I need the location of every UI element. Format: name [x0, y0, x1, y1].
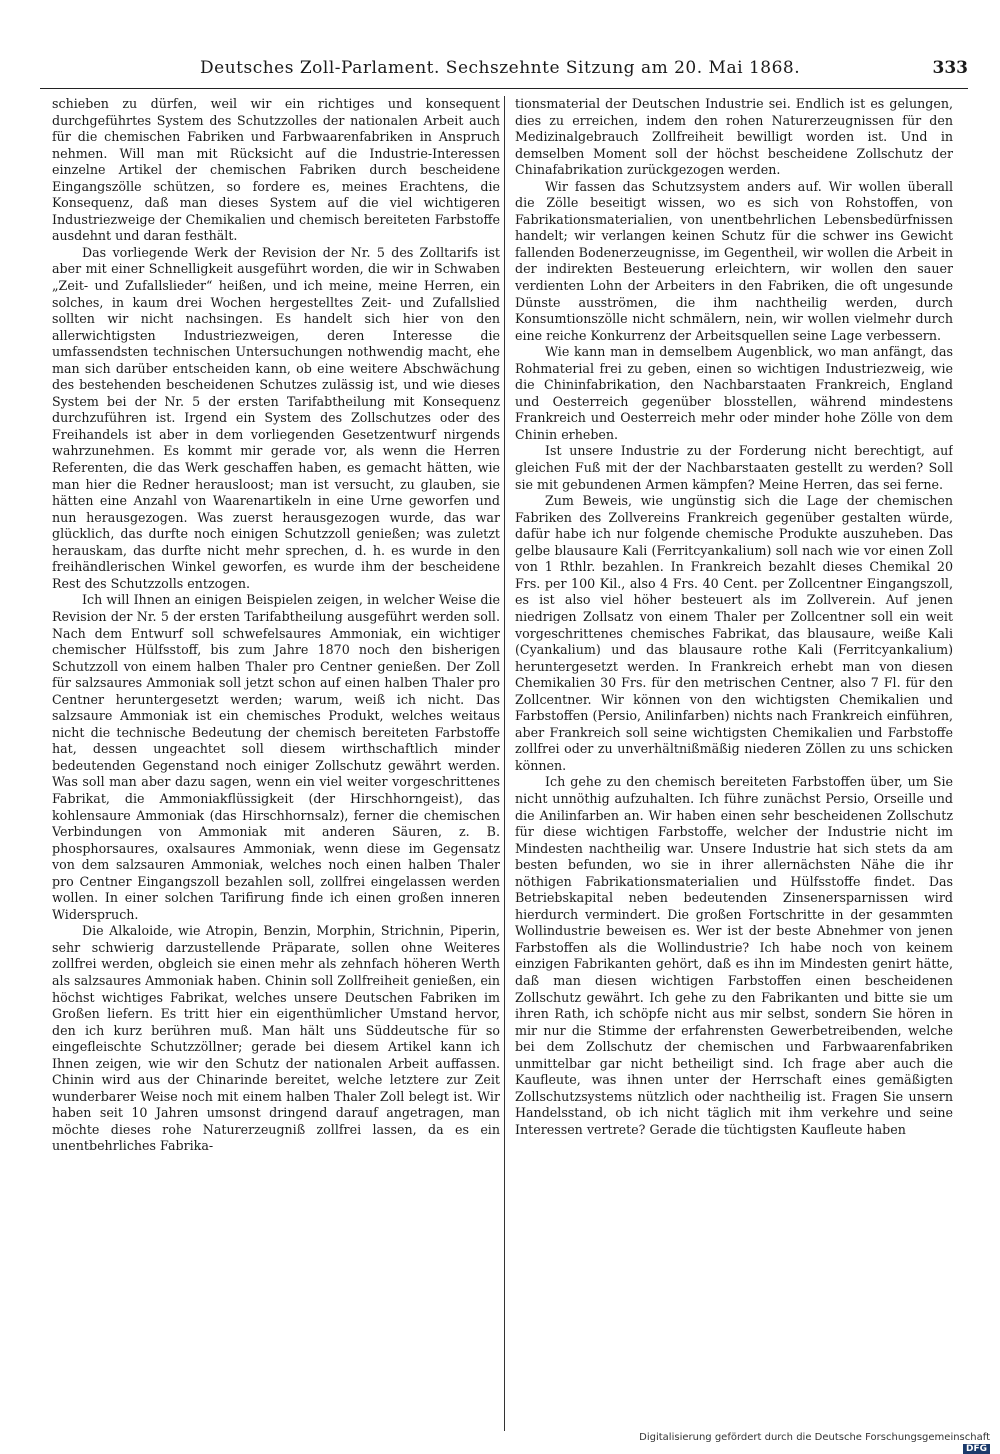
page-number: 333 [932, 58, 968, 78]
paragraph: Wie kann man in demselbem Augenblick, wo man anfängt, das Rohmaterial frei zu geben, einen so wichtigen Industriezweig, wie die Chininfabrikation, den Nachbarstaaten Frankreich, England und Oesterreich gegenüber blosstellen, während mindestens Frankreich und Oesterreich mehr oder minder hohe Zölle von dem Chinin erheben. [515, 344, 953, 442]
paragraph: Die Alkaloide, wie Atropin, Benzin, Morphin, Strichnin, Piperin, sehr schwierig darzustellende Präparate, sollen ohne Weiteres zollfrei werden, obgleich sie einen mehr als zehnfach höheren Werth als salzsaures Ammoniak haben. Chinin soll Zollfreiheit genießen, ein höchst wichtiges Fabrikat, welches unsere Deutschen Fabriken im Großen liefern. Es tritt hier ein eigenthümlicher Umstand hervor, den ich kurz berühren muß. Man hält uns Süddeutsche für so eingefleischte Schutzzöllner; gerade bei diesem Artikel kann ich Ihnen zeigen, wie wir den Schutz der nationalen Arbeit auffassen. Chinin wird aus der Chinarinde bereitet, welche letztere zur Zeit wunderbarer Weise noch mit einem halben Thaler Zoll belegt ist. Wir haben seit 10 Jahren umsonst dringend darauf angetragen, man möchte dieses rohe Naturerzeugniß zollfrei lassen, da es ein unentbehrliches Fabrika- [52, 923, 500, 1154]
header-title: Deutsches Zoll-Parlament. Sechszehnte Sitzung am 20. Mai 1868. [200, 58, 801, 78]
paragraph: Zum Beweis, wie ungünstig sich die Lage der chemischen Fabriken des Zollvereins Frankreich gegenüber gestalten würde, dafür habe ich nur folgende chemische Produkte auszuheben. Das gelbe blausaure Kali (Ferritcyankalium) soll nach wie vor einen Zoll von 1 Rthlr. bezahlen. In Frankreich bezahlt dieses Chemikal 20 Frs. per 100 Kil., also 4 Frs. 40 Cent. per Zollcentner Eingangszoll, es ist also viel höher besteuert als im Zollverein. Auf jenen niedrigen Zollsatz von einem Thaler per Zollcentner soll ein weit vorgeschrittenes chemisches Fabrikat, das blausaure, weiße Kali (Cyankalium) und das blausaure rothe Kali (Ferritcyankalium) heruntergesetzt werden. In Frankreich erhebt man von diesen Chemikalien 30 Frs. für den metrischen Centner, also 7 Fl. für den Zollcentner. Wir können von den wichtigsten Chemikalien und Farbstoffen (Persio, Anilinfarben) nichts nach Frankreich einführen, aber Frankreich soll seine wichtigsten Chemikalien und Farbstoffe zollfrei oder zu unverhältnißmäßig niederen Zöllen zu uns schicken können. [515, 493, 953, 773]
paragraph: schieben zu dürfen, weil wir ein richtiges und konsequent durchgeführtes System des Schutzzolles der nationalen Arbeit auch für die chemischen Fabriken und Farbwaarenfabriken in Anspruch nehmen. Will man mit Rücksicht auf die Industrie-Interessen einzelne Artikel der chemischen Fabriken durch bescheidene Eingangszölle schützen, so fordere es, meines Erachtens, die Konsequenz, daß man dieses System auf die viel wichtigeren Industriezweige der Chemikalien und chemisch bereiteten Farbstoffe ausdehnt und daran festhält. [52, 96, 500, 244]
page-header [40, 52, 968, 89]
paragraph: tionsmaterial der Deutschen Industrie sei. Endlich ist es gelungen, dies zu erreichen, indem den rohen Naturerzeugnissen für den Medizinalgebrauch Zollfreiheit bewilligt worden ist. Und in demselben Moment soll der höchst bescheidene Zollschutz der Chinafabrikation zurückgezogen werden. [515, 96, 953, 178]
dfg-logo: DFG [963, 1444, 990, 1454]
digitization-footer [620, 1432, 990, 1454]
paragraph: Ich gehe zu den chemisch bereiteten Farbstoffen über, um Sie nicht unnöthig aufzuhalten. Ich führe zunächst Persio, Orseille und die Anilinfarben an. Wir haben einen sehr bescheidenen Zollschutz für diese wichtigen Farbstoffe, welcher der Industrie nicht im Mindesten nachtheilig war. Unsere Industrie hat sich stets da am besten befunden, wo sie in ihrer allernächsten Nähe die ihr nöthigen Fabrikationsmaterialien und Hülfsstoffe findet. Das Betriebskapital neben bedeutenden Zinsenersparnissen wird hierdurch vermindert. Die großen Fortschritte in der gesammten Wollindustrie beweisen es. Wer ist der beste Abnehmer von jenen Farbstoffen als die Wollindustrie? Ich habe noch von keinem einzigen Fabrikanten gehört, daß es ihn im Mindesten genirt hätte, daß man diesen wichtigen Farbstoffen einen bescheidenen Zollschutz gewährt. Ich gehe zu den Fabrikanten und bitte sie um ihren Rath, ich schöpfe nicht aus mir selbst, sondern Sie hören in mir nur die Stimme der erfahrensten Gewerbetreibenden, welche bei dem Zollschutz der chemischen und Farbwaarenfabriken unmittelbar gar nicht betheiligt sind. Ich frage aber auch die Kaufleute, was ihnen unter der Herrschaft eines gemäßigten Zollschutzsystems nützlich oder nachtheilig ist. Fragen Sie unsern Handelsstand, ob ich nicht täglich mit ihm verkehre und seine Interessen vertrete? Gerade die tüchtigsten Kaufleute haben [515, 774, 953, 1137]
paragraph: Ist unsere Industrie zu der Forderung nicht berechtigt, auf gleichen Fuß mit der der Nachbarstaaten gestellt zu werden? Soll sie mit gebundenen Armen kämpfen? Meine Herren, das sei ferne. [515, 443, 953, 492]
right-column [504, 96, 953, 1431]
paragraph: Das vorliegende Werk der Revision der Nr. 5 des Zolltarifs ist aber mit einer Schnelligkeit ausgeführt worden, die wir in Schwaben „Zeit- und Zufallslieder“ heißen, und ich meine, meine Herren, ein solches, in kaum drei Wochen hergestelltes Zeit- und Zufallslied sollten wir nicht nachsingen. Es handelt sich hier von den allerwichtigsten Industriezweigen, deren Interesse die umfassendsten technischen Untersuchungen nothwendig macht, ehe man sich darüber entscheiden kann, ob eine weitere Abschwächung des bestehenden bescheidenen Schutzes zulässig ist, und wie dieses System bei der Nr. 5 der ersten Tarifabtheilung mit Konsequenz durchzuführen ist. Irgend ein System des Zollschutzes oder des Freihandels ist aber in dem vorliegenden Gesetzentwurf nirgends wahrzunehmen. Es kommt mir gerade vor, als wenn die Herren Referenten, die das Werk geschaffen haben, es gemacht hätten, wie man hier die Redner herausloost; man ist versucht, zu glauben, sie hätten eine Anzahl von Waarenartikeln in eine Urne geworfen und nun herausgezogen. Was zuerst herausgezogen wurde, das war glücklich, das durfte noch einigen Schutzzoll genießen; was zuletzt herauskam, das durfte nicht mehr sprechen, d. h. es wurde in den freihändlerischen Winkel geworfen, es wurde ihm der bescheidene Rest des Schutzzolls entzogen. [52, 244, 500, 591]
paragraph: Ich will Ihnen an einigen Beispielen zeigen, in welcher Weise die Revision der Nr. 5 der ersten Tarifabtheilung ausgeführt werden soll. Nach dem Entwurf soll schwefelsaures Ammoniak, ein wichtiger chemischer Hülfsstoff, bis zum Jahre 1870 noch den bisherigen Schutzzoll von einem halben Thaler pro Centner genießen. Der Zoll für salzsaures Ammoniak soll jetzt schon auf einen halben Thaler pro Centner heruntergesetzt werden; warum, weiß ich nicht. Das salzsaure Ammoniak ist ein chemisches Produkt, welches weitaus nicht die technische Bedeutung der chemisch bereiteten Farbstoffe hat, dessen ungeachtet soll diesem wirthschaftlich minder bedeutenden Gegenstand noch einiger Zollschutz gewährt werden. Was soll man aber dazu sagen, wenn ein viel weiter vorgeschrittenes Fabrikat, die Ammoniakflüssigkeit (der Hirschhorngeist), das kohlensaure Ammoniak (das Hirschhornsalz), ferner die chemischen Verbindungen von Ammoniak mit anderen Säuren, z. B. phosphorsaures, oxalsaures Ammoniak, wenn diese im Gegensatz von dem salzsauren Ammoniak, welches noch einen halben Thaler pro Centner Eingangszoll bezahlen soll, zollfrei eingelassen werden wollen. In einer solchen Tarifirung finde ich einen großen inneren Widerspruch. [52, 592, 500, 922]
paragraph: Wir fassen das Schutzsystem anders auf. Wir wollen überall die Zölle beseitigt wissen, wo es sich von Rohstoffen, von Fabrikationsmaterialien, von unentbehrlichen Lebensbedürfnissen handelt; wir verlangen keinen Schutz für die schwer ins Gewicht fallenden Bodenerzeugnisse, im Gegentheil, wir wollen die Arbeit in der indirekten Besteuerung erleichtern, wir wollen den sauer verdienten Lohn der Arbeiters in den Fabriken, die oft ungesunde Dünste ausströmen, die ihm nachtheilig werden, durch Konsumtionszölle nicht schmälern, nein, wir wollen vielmehr durch eine reiche Konkurrenz der Arbeitsquellen seine Lage verbessern. [515, 178, 953, 343]
footer-text: Digitalisierung gefördert durch die Deutsche Forschungsgemeinschaft [639, 1432, 990, 1443]
left-column [52, 96, 500, 1431]
